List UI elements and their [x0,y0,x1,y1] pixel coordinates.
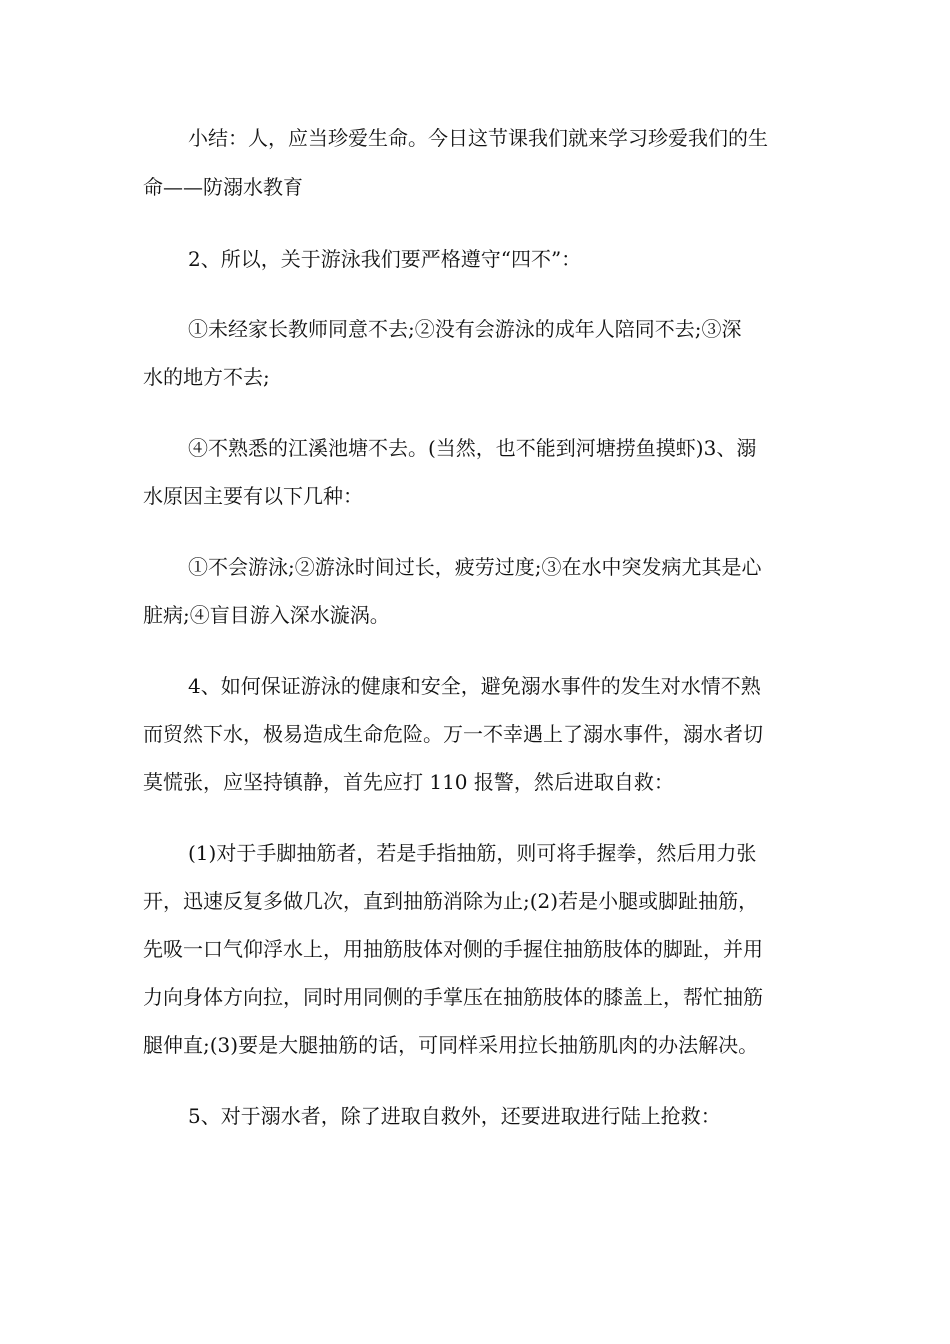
paragraph-rule-four-line-2: 水原因主要有以下几种： [143,484,363,508]
paragraph-cramps-line-2: 开，迅速反复多做几次，直到抽筋消除为止;(2)若是小腿或脚趾抽筋， [143,889,759,913]
paragraph-safety-line-1: 4、如何保证游泳的健康和安全，避免溺水事件的发生对水情不熟 [188,674,761,698]
paragraph-cramps-line-3: 先吸一口气仰浮水上，用抽筋肢体对侧的手握住抽筋肢体的脚趾，并用 [143,937,763,961]
paragraph-rules-list-line-1: ①未经家长教师同意不去;②没有会游泳的成年人陪同不去;③深 [188,317,742,341]
paragraph-safety-line-2: 而贸然下水，极易造成生命危险。万一不幸遇上了溺水事件，溺水者切 [143,722,763,746]
paragraph-rescue: 5、对于溺水者，除了进取自救外，还要进取进行陆上抢救： [188,1104,721,1128]
paragraph-safety-line-3: 莫慌张，应坚持镇静，首先应打 110 报警，然后进取自救： [143,770,674,794]
paragraph-summary-line-2: 命——防溺水教育 [143,175,303,199]
paragraph-rules-list-line-2: 水的地方不去; [143,365,270,389]
paragraph-cramps-line-4: 力向身体方向拉，同时用同侧的手掌压在抽筋肢体的膝盖上，帮忙抽筋 [143,985,763,1009]
paragraph-cramps-line-5: 腿伸直;(3)要是大腿抽筋的话，可同样采用拉长抽筋肌肉的办法解决。 [143,1033,759,1057]
paragraph-rule-four-line-1: ④不熟悉的江溪池塘不去。(当然，也不能到河塘捞鱼摸虾)3、溺 [188,436,757,460]
paragraph-causes-line-2: 脏病;④盲目游入深水漩涡。 [143,603,390,627]
paragraph-four-rules: 2、所以，关于游泳我们要严格遵守“四不”： [188,247,582,271]
paragraph-causes-line-1: ①不会游泳;②游泳时间过长，疲劳过度;③在水中突发病尤其是心 [188,555,762,579]
paragraph-cramps-line-1: (1)对于手脚抽筋者，若是手指抽筋，则可将手握拳，然后用力张 [188,841,757,865]
paragraph-summary-line-1: 小结：人，应当珍爱生命。今日这节课我们就来学习珍爱我们的生 [188,126,768,150]
